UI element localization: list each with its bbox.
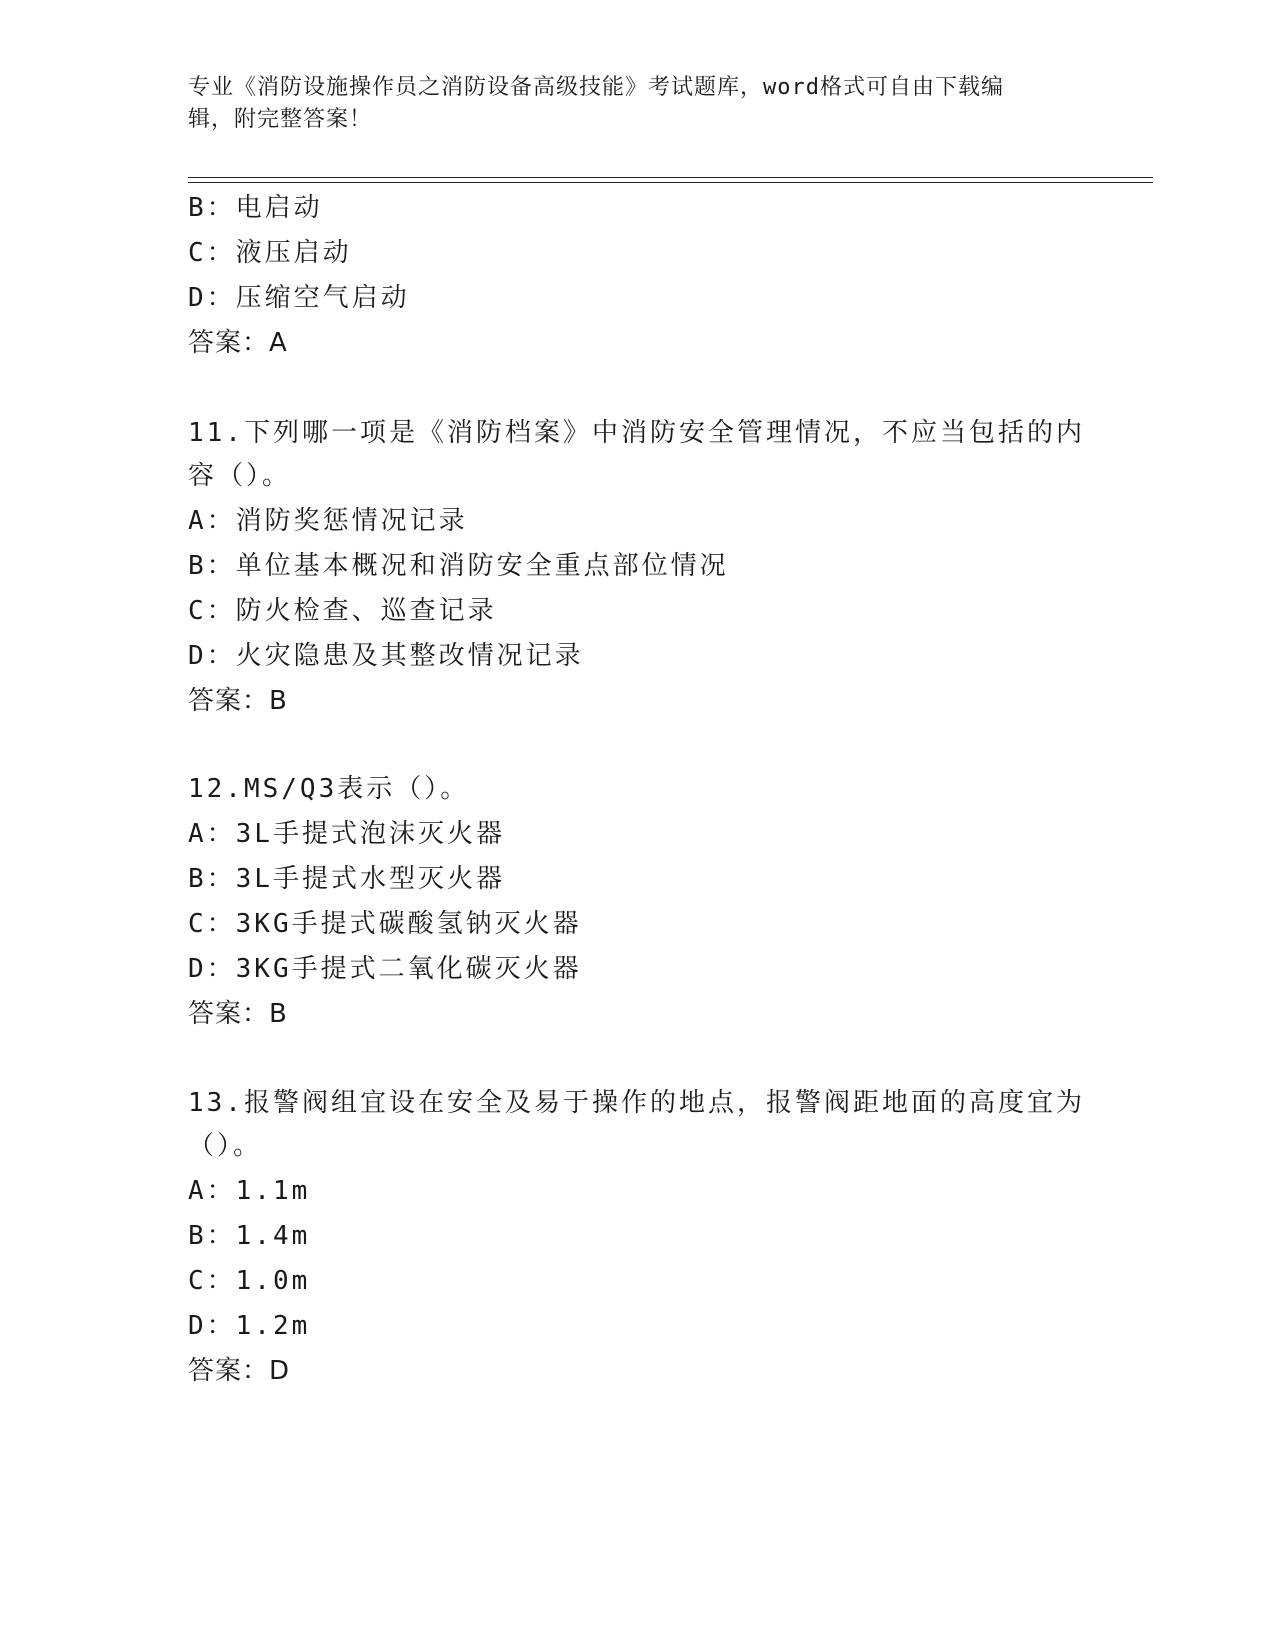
q13-stem-line-1: 13.报警阀组宜设在安全及易于操作的地点，报警阀距地面的高度宜为 [188,1088,1085,1118]
q11-option-d: D：火灾隐患及其整改情况记录 [188,641,584,671]
q12-option-d: D：3KG手提式二氧化碳灭火器 [188,954,582,984]
prev-option-d: D：压缩空气启动 [188,283,410,313]
q11-option-a: A：消防奖惩情况记录 [188,506,468,536]
document-header [188,72,1068,136]
q12-option-a: A：3L手提式泡沫灭火器 [188,819,505,849]
q13-answer: 答案：D [188,1356,291,1386]
q13-stem-line-2: （）。 [188,1131,263,1161]
q13-option-a: A：1.1m [188,1176,311,1206]
q11-stem-line-1: 11.下列哪一项是《消防档案》中消防安全管理情况，不应当包括的内 [188,418,1085,448]
prev-answer: 答案：A [188,328,288,358]
q11-option-c: C：防火检查、巡查记录 [188,596,497,626]
prev-option-b: B：电启动 [188,193,323,223]
q13-option-b: B：1.4m [188,1221,311,1251]
q11-answer: 答案：B [188,686,288,716]
prev-option-c: C：液压启动 [188,238,352,268]
q12-answer: 答案：B [188,999,288,1029]
header-line-2: 辑，附完整答案！ [188,107,373,132]
q11-stem-line-2: 容（）。 [188,461,292,491]
q12-option-c: C：3KG手提式碳酸氢钠灭火器 [188,909,582,939]
header-divider-top [188,177,1153,178]
q11-option-b: B：单位基本概况和消防安全重点部位情况 [188,551,729,581]
q13-option-d: D：1.2m [188,1311,311,1341]
header-line-1: 专业《消防设施操作员之消防设备高级技能》考试题库，word格式可自由下载编 [188,75,1004,100]
q13-option-c: C：1.0m [188,1266,311,1296]
q12-stem-line-1: 12.MS/Q3表示（）。 [188,774,470,804]
header-divider-bottom [188,182,1153,183]
q12-option-b: B：3L手提式水型灭火器 [188,864,505,894]
